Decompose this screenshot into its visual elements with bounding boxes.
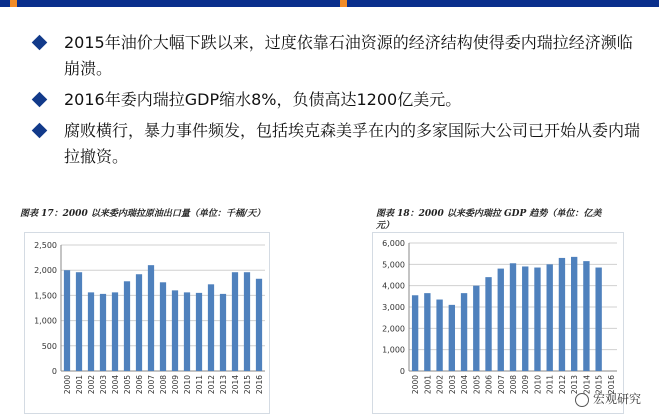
x-tick-label: 2012 <box>557 375 567 395</box>
x-tick-label: 2005 <box>123 375 132 395</box>
diamond-bullet-icon <box>32 92 48 108</box>
bar <box>510 263 516 371</box>
watermark <box>575 390 641 407</box>
x-tick-label: 2000 <box>411 375 421 395</box>
x-tick-label: 2015 <box>243 375 252 395</box>
chart-1-title: 图表 17：2000 以来委内瑞拉原油出口量（单位：千桶/天） <box>20 209 266 219</box>
x-tick-label: 2004 <box>460 375 470 395</box>
bullet-item-3 <box>34 118 644 170</box>
y-tick-label: 2,000 <box>34 266 57 276</box>
x-tick-label: 2002 <box>435 375 445 395</box>
x-tick-label: 2001 <box>423 375 433 395</box>
bullet-text-2: 2016年委内瑞拉GDP缩水8%，负债高达1200亿美元。 <box>64 90 462 109</box>
bar <box>160 282 166 371</box>
watermark-text: 宏观研究 <box>592 392 641 406</box>
y-tick-label: 6,000 <box>382 239 405 248</box>
y-tick-label: 2,500 <box>34 241 57 250</box>
bar <box>498 269 504 371</box>
y-tick-label: 1,000 <box>34 316 57 326</box>
bar <box>412 295 418 371</box>
x-tick-label: 2000 <box>63 375 72 395</box>
bullet-text-3: 腐败横行，暴力事件频发，包括埃克森美孚在内的多家国际大公司已开始从委内瑞拉撤资。 <box>64 121 641 166</box>
x-tick-label: 2011 <box>195 375 204 395</box>
bullet-list <box>34 30 644 175</box>
x-tick-label: 2016 <box>255 375 264 395</box>
x-tick-label: 2008 <box>159 375 168 395</box>
x-tick-label: 2008 <box>509 375 518 395</box>
bar <box>184 292 190 371</box>
x-tick-label: 2011 <box>545 375 555 395</box>
bullet-text-1: 2015年油价大幅下跌以来，过度依靠石油资源的经济结构使得委内瑞拉经济濒临崩溃。 <box>64 33 633 78</box>
chart-2-svg <box>373 233 623 413</box>
bar <box>559 258 565 371</box>
top-marker-left <box>10 0 17 7</box>
bar <box>485 277 491 371</box>
y-tick-label: 0 <box>51 367 57 376</box>
chart-2-panel <box>372 232 624 414</box>
x-tick-label: 2010 <box>533 375 543 395</box>
y-tick-label: 4,000 <box>382 281 405 291</box>
x-tick-label: 2004 <box>111 375 120 395</box>
y-tick-label: 1,000 <box>382 345 405 355</box>
bar <box>461 293 467 371</box>
bullet-item-2 <box>34 87 644 113</box>
chart-2-title: 图表 18：2000 以来委内瑞拉 GDP 趋势（单位：亿美元） <box>376 209 602 231</box>
bar <box>196 293 202 371</box>
bar <box>522 266 528 371</box>
bar <box>136 274 142 371</box>
bar <box>208 284 214 371</box>
y-tick-label: 2,000 <box>382 324 405 334</box>
chart-1-svg <box>25 233 269 413</box>
top-marker-middle <box>340 0 347 7</box>
diamond-bullet-icon <box>32 123 48 139</box>
bar <box>148 265 154 371</box>
diamond-bullet-icon <box>32 35 48 51</box>
bar <box>76 272 82 371</box>
x-tick-label: 2014 <box>231 375 240 395</box>
bar <box>172 290 178 371</box>
bar <box>244 272 250 371</box>
x-tick-label: 2002 <box>87 375 96 395</box>
x-tick-label: 2016 <box>606 375 616 395</box>
bar <box>424 293 430 371</box>
top-accent-bar <box>0 0 659 7</box>
x-tick-label: 2013 <box>570 375 580 395</box>
bar <box>64 270 70 371</box>
bar <box>436 300 442 371</box>
bar <box>571 257 577 371</box>
x-tick-label: 2003 <box>447 375 457 395</box>
y-tick-label: 1,500 <box>34 291 57 301</box>
chart-gdp <box>374 202 622 413</box>
bar <box>595 268 601 371</box>
bullet-item-1 <box>34 30 644 82</box>
x-tick-label: 2005 <box>472 375 482 395</box>
x-tick-label: 2009 <box>521 375 531 395</box>
x-tick-label: 2010 <box>183 375 192 395</box>
x-tick-label: 2003 <box>99 375 108 395</box>
wechat-icon <box>575 393 589 407</box>
bar <box>583 261 589 371</box>
x-tick-label: 2014 <box>582 375 592 395</box>
bar <box>473 286 479 371</box>
bar <box>220 294 226 371</box>
chart-1-panel <box>24 232 270 414</box>
bar <box>232 272 238 371</box>
y-tick-label: 5,000 <box>382 260 405 270</box>
bar <box>534 268 540 371</box>
x-tick-label: 2007 <box>147 375 156 395</box>
bar <box>100 294 106 371</box>
x-tick-label: 2006 <box>135 375 144 395</box>
bar <box>124 281 130 371</box>
chart-crude-exports <box>2 202 272 413</box>
bar <box>112 292 118 371</box>
x-tick-label: 2001 <box>75 375 84 395</box>
bar <box>449 305 455 371</box>
y-tick-label: 0 <box>399 367 405 376</box>
bar <box>547 264 553 371</box>
y-tick-label: 3,000 <box>382 303 405 312</box>
x-tick-label: 2007 <box>496 375 506 395</box>
x-tick-label: 2009 <box>171 375 180 395</box>
bar <box>256 279 262 371</box>
x-tick-label: 2015 <box>594 375 604 395</box>
bar <box>88 292 94 371</box>
x-tick-label: 2006 <box>484 375 494 395</box>
x-tick-label: 2013 <box>219 375 228 395</box>
x-tick-label: 2012 <box>207 375 216 395</box>
y-tick-label: 500 <box>41 341 57 351</box>
